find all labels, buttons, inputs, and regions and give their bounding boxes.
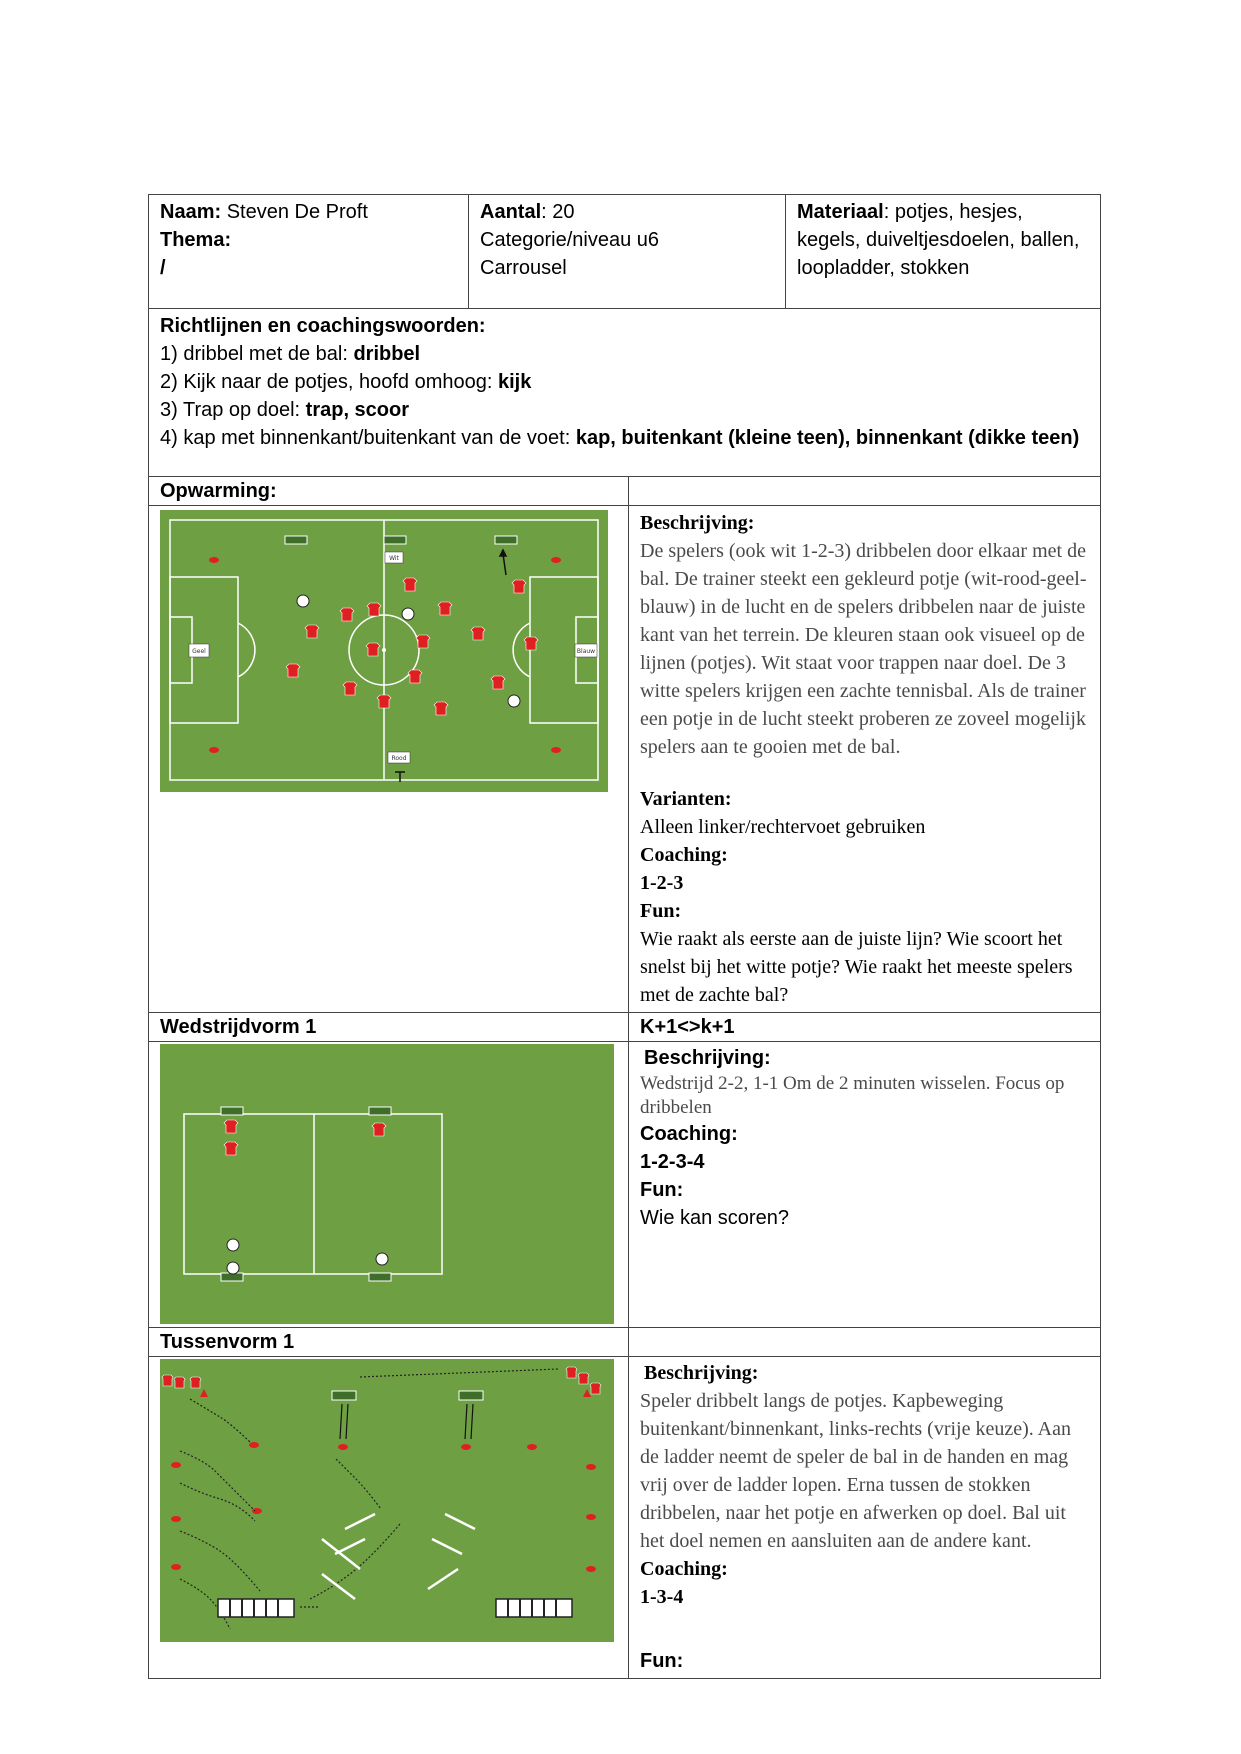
richtlijn-text: 1) dribbel met de bal: bbox=[160, 343, 354, 365]
opwarming-empty bbox=[629, 477, 1101, 506]
richtlijn-keyword: kap, buitenkant (kleine teen), binnenkant (dikke teen) bbox=[575, 427, 1080, 449]
richtlijn-item-4 bbox=[160, 424, 1089, 452]
beschrijving-label: Beschrijving: bbox=[640, 512, 755, 534]
fun-label: Fun: bbox=[640, 1650, 684, 1672]
richtlijn-text: 4) kap met binnenkant/buitenkant van de voet: bbox=[160, 427, 576, 449]
carrousel-text: Carrousel bbox=[480, 257, 567, 279]
richtlijn-keyword: dribbel bbox=[353, 343, 421, 365]
coaching-label: Coaching: bbox=[640, 844, 728, 866]
tussenvorm-text-cell bbox=[629, 1357, 1101, 1679]
beschrijving-label: Beschrijving: bbox=[644, 1047, 771, 1069]
wedstrijdvorm-subtitle: K+1<>k+1 bbox=[629, 1013, 1101, 1042]
aantal-value: : 20 bbox=[541, 201, 575, 223]
coaching-text: 1-3-4 bbox=[640, 1586, 684, 1608]
materiaal-value: : potjes, hesjes, kegels, duiveltjesdoelen, ballen, loopladder, stokken bbox=[797, 201, 1080, 279]
opwarming-title: Opwarming: bbox=[149, 477, 629, 506]
beschrijving-text: Wedstrijd 2-2, 1-1 Om de 2 minuten wisselen. Focus op dribbelen bbox=[640, 1073, 1065, 1118]
opwarming-field bbox=[160, 510, 608, 792]
aantal-label: Aantal bbox=[480, 201, 542, 223]
richtlijn-text: 2) Kijk naar de potjes, hoofd omhoog: bbox=[160, 371, 498, 393]
wedstrijdvorm-title: Wedstrijdvorm 1 bbox=[149, 1013, 629, 1042]
wedstrijdvorm-field bbox=[160, 1044, 614, 1324]
wedstrijdvorm-row bbox=[149, 1042, 1101, 1328]
opwarming-header-row bbox=[149, 477, 1101, 506]
tussenvorm-header-row bbox=[149, 1328, 1101, 1357]
coaching-label: Coaching: bbox=[640, 1123, 738, 1145]
goal-icon bbox=[384, 536, 406, 544]
tussenvorm-title: Tussenvorm 1 bbox=[149, 1328, 629, 1357]
lesson-table bbox=[148, 194, 1101, 1679]
richtlijn-text: 3) Trap op doel: bbox=[160, 399, 306, 421]
naam-cell bbox=[149, 195, 469, 309]
tussenvorm-field bbox=[160, 1359, 614, 1642]
fun-label: Fun: bbox=[640, 900, 682, 922]
field-label-right: Blauw bbox=[576, 648, 596, 655]
richtlijn-item-1 bbox=[160, 340, 1089, 368]
varianten-text: Alleen linker/rechtervoet gebruiken bbox=[640, 816, 926, 838]
fun-label: Fun: bbox=[640, 1179, 684, 1201]
thema-label: Thema: bbox=[160, 229, 232, 251]
opwarming-row bbox=[149, 506, 1101, 1013]
naam-label: Naam: bbox=[160, 201, 222, 223]
tussenvorm-row bbox=[149, 1357, 1101, 1679]
fun-text: Wie raakt als eerste aan de juiste lijn? Wie scoort het snelst bij het witte potje? Wie raakt het meeste spelers met de zachte bal? bbox=[640, 928, 1073, 1006]
goal-icon bbox=[495, 536, 517, 544]
grass bbox=[160, 1044, 614, 1324]
beschrijving-text: Speler dribbelt langs de potjes. Kapbeweging buitenkant/binnenkant, links-rechts (vrije keuze). Aan de ladder neemt de speler de bal in de handen en mag vrij over de ladder lopen. Erna tussen de stokken dribbelen, naar het potje en afwerken op doel. Bal uit het doel nemen en aansluiten aan de andere kant. bbox=[640, 1390, 1071, 1552]
richtlijn-keyword: trap, scoor bbox=[305, 399, 410, 421]
field-label-top: Wit bbox=[389, 555, 399, 562]
field-label-left: Geel bbox=[192, 648, 206, 655]
materiaal-label: Materiaal bbox=[797, 201, 884, 223]
wedstrijdvorm-header-row bbox=[149, 1013, 1101, 1042]
richtlijn-item-3 bbox=[160, 396, 1089, 424]
materiaal-cell bbox=[786, 195, 1101, 309]
thema-value: / bbox=[160, 257, 166, 279]
tussenvorm-empty bbox=[629, 1328, 1101, 1357]
coaching-label: Coaching: bbox=[640, 1558, 728, 1580]
lesson-sheet bbox=[148, 194, 1100, 1679]
header-row bbox=[149, 195, 1101, 309]
fun-text: Wie kan scoren? bbox=[640, 1207, 789, 1229]
tussenvorm-diagram-cell bbox=[149, 1357, 629, 1679]
aantal-cell bbox=[469, 195, 786, 309]
wedstrijdvorm-diagram-cell bbox=[149, 1042, 629, 1328]
richtlijn-item-2 bbox=[160, 368, 1089, 396]
richtlijnen-row bbox=[149, 309, 1101, 477]
wedstrijdvorm-text-cell bbox=[629, 1042, 1101, 1328]
richtlijn-keyword: kijk bbox=[498, 371, 532, 393]
richtlijnen-cell bbox=[149, 309, 1101, 477]
opwarming-diagram-cell bbox=[149, 506, 629, 1013]
goal-icon bbox=[285, 536, 307, 544]
naam-value: Steven De Proft bbox=[226, 201, 368, 223]
coaching-text: 1-2-3 bbox=[640, 872, 684, 894]
categorie-text: Categorie/niveau u6 bbox=[480, 229, 660, 251]
varianten-label: Varianten: bbox=[640, 788, 732, 810]
opwarming-text-cell bbox=[629, 506, 1101, 1013]
field-label-bottom: Rood bbox=[391, 755, 407, 762]
coaching-text: 1-2-3-4 bbox=[640, 1151, 705, 1173]
beschrijving-text: De spelers (ook wit 1-2-3) dribbelen door elkaar met de bal. De trainer steekt een gekleurd potje (wit-rood-geel-blauw) in de lucht en de spelers dribbelen naar de juiste kant van het terrein. De kleuren staan ook visueel op de lijnen (potjes). Wit staat voor trappen naar doel. De 3 witte spelers krijgen een zachte tennisbal. Als de trainer een potje in de lucht steekt proberen ze zoveel mogelijk spelers aan te gooien met de bal. bbox=[640, 540, 1087, 758]
richtlijnen-title: Richtlijnen en coachingswoorden: bbox=[160, 315, 486, 337]
beschrijving-label: Beschrijving: bbox=[644, 1362, 759, 1384]
